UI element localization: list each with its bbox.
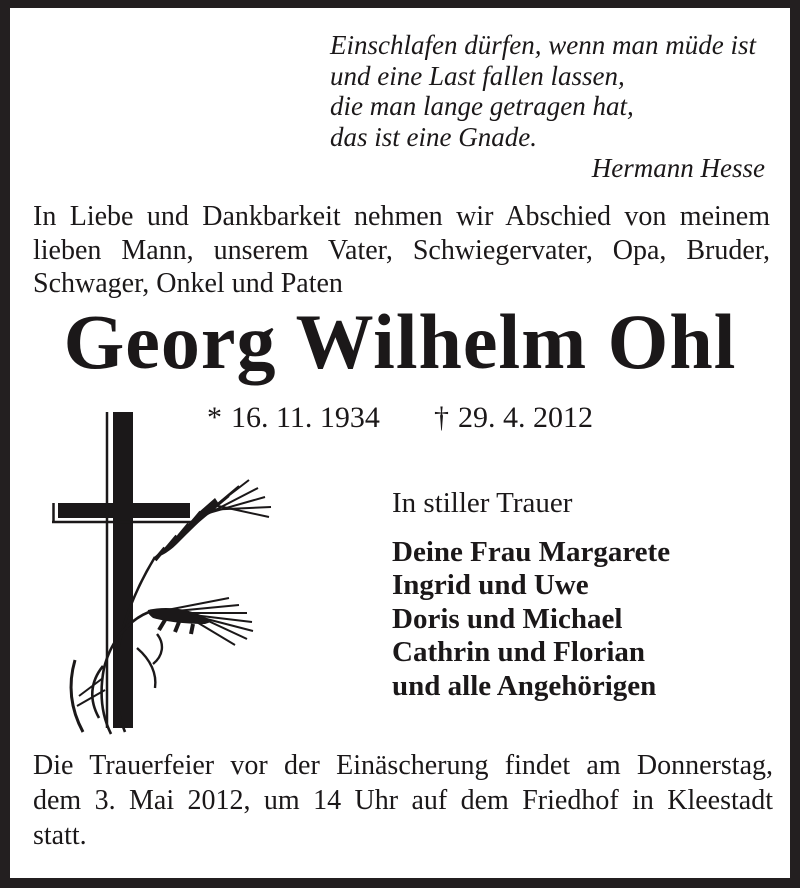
birth-date: * 16. 11. 1934 [207,401,380,434]
intro-line: lieben Mann, unserem Vater, Schwiegervater, Opa, Bruder, [33,234,770,266]
quote-line: das ist eine Gnade. [330,121,537,152]
mourners-list [392,536,762,703]
memorial-quote [330,30,765,183]
cross-wheat-icon [45,398,295,736]
mourner-name: und alle Angehörigen [392,669,657,702]
intro-line: In Liebe und Dankbarkeit nehmen wir Abschied von meinem [33,201,770,232]
condolence-intro [33,200,770,301]
funeral-line: dem 3. Mai 2012, um 14 Uhr auf dem Friedhof in Kleestadt [33,785,773,816]
funeral-line: Die Trauerfeier vor der Einäscherung findet am Donnerstag, [33,750,773,781]
deceased-name: Georg Wilhelm Ohl [63,298,737,385]
quote-line: die man lange getragen hat, [330,91,634,121]
dagger-icon: † [433,401,449,434]
quote-line: Einschlafen dürfen, wenn man müde ist [330,30,756,60]
intro-line: Schwager, Onkel und Paten [33,268,343,299]
quote-line: und eine Last fallen lassen, [330,60,625,91]
mourner-name: Deine Frau Margarete [392,536,671,568]
funeral-line: statt. [33,820,87,851]
mourning-heading: In stiller Trauer [392,487,573,519]
birth-star-icon: * [207,401,223,434]
mourner-name: Doris und Michael [392,602,623,635]
funeral-announcement [33,748,773,853]
quote-attribution: Hermann Hesse [591,152,765,183]
death-date: † 29. 4. 2012 [433,401,593,434]
mourner-name: Cathrin und Florian [392,636,645,669]
mourner-name: Ingrid und Uwe [392,569,589,602]
